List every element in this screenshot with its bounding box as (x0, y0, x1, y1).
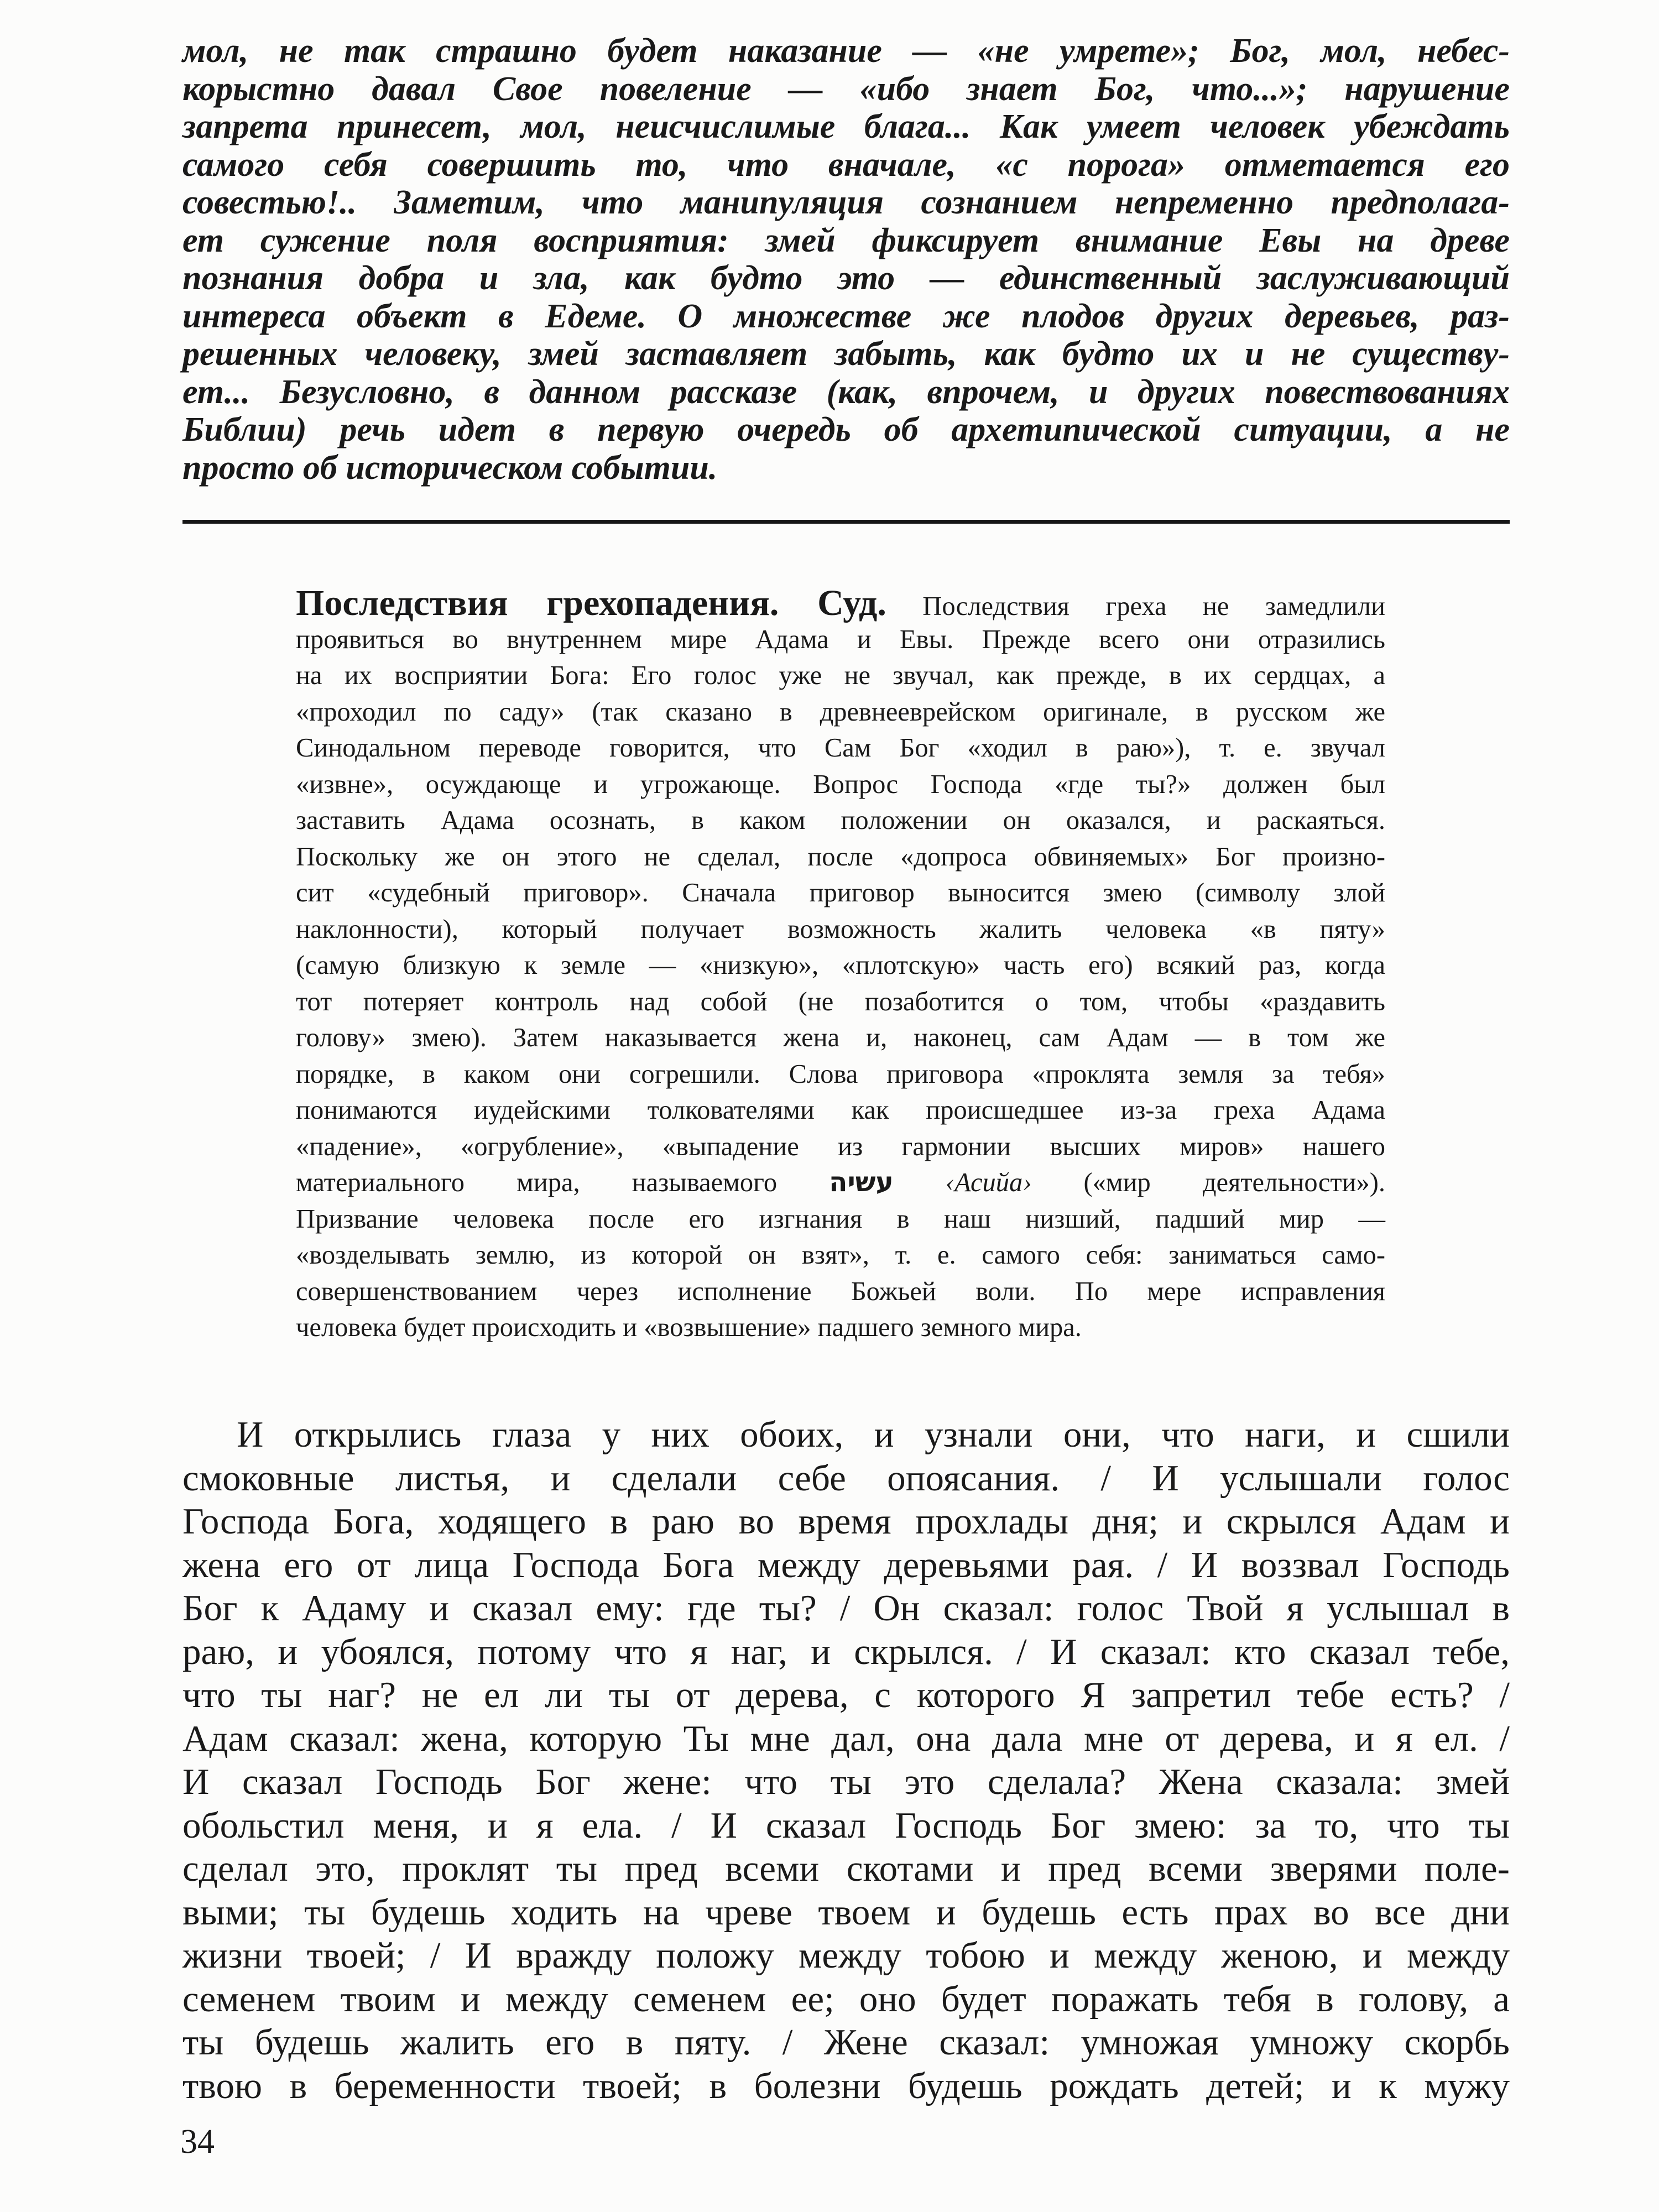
scripture-line: Господа Бога, ходящего в раю во время прохлады дня; и скрылся Адам и (182, 1501, 1510, 1542)
inset-line: проявиться во внутреннем мире Адама и Евы. Прежде всего они отразились (296, 624, 1385, 654)
commentary-line: решенных человеку, змей заставляет забыть, как будто их и не существу- (182, 335, 1510, 373)
scripture-line: ты будешь жалить его в пяту. / Жене сказал: умножая умножу скорбь (182, 2022, 1510, 2063)
commentary-line: корыстно давал Свое повеление — «ибо знает Бог, что...»; нарушение (182, 70, 1510, 108)
scripture-line: жизни твоей; / И вражду положу между тобою и между женою, и между (182, 1935, 1510, 1976)
commentary-line: Библии) речь идет в первую очередь об архетипической ситуации, а не (182, 411, 1510, 448)
commentary-line: просто об историческом событии. (182, 448, 718, 487)
scripture-block (182, 1413, 1510, 2107)
scripture-line: семенем твоим и между семенем ее; оно будет поражать тебя в голову, а (182, 1978, 1510, 2020)
commentary-line: ет сужение поля восприятия: змей фиксирует внимание Евы на древе (182, 221, 1510, 259)
inset-line: голову» змею). Затем наказывается жена и, наконец, сам Адам — в том же (296, 1023, 1385, 1052)
scripture-line: что ты наг? не ел ли ты от дерева, с которого Я запретил тебе есть? / (182, 1674, 1510, 1715)
transliteration: ‹Асийа› (945, 1168, 1032, 1197)
scripture-line: обольстил меня, и я ела. / И сказал Господь Бог змею: за то, что ты (182, 1804, 1510, 1846)
scripture-line: раю, и убоялся, потому что я наг, и скрылся. / И сказал: кто сказал тебе, (182, 1631, 1510, 1672)
inset-line: наклонности), который получает возможность жалить человека «в пяту» (296, 914, 1385, 944)
commentary-line: совестью!.. Заметим, что манипуляция сознанием непременно предполага- (182, 184, 1510, 221)
inset-line: Призвание человека после его изгнания в наш низший, падший мир — (296, 1204, 1385, 1234)
inset-line: «проходил по саду» (так сказано в древнееврейском оригинале, в русском же (296, 697, 1385, 727)
scripture-line: твою в беременности твоей; в болезни будешь рождать детей; и к мужу (182, 2065, 1510, 2106)
inset-text: Последствия греха не замедлили (922, 592, 1385, 621)
hebrew-word: עשיה (829, 1167, 894, 1198)
commentary-line: ет... Безусловно, в данном рассказе (как, впрочем, и других повествованиях (182, 373, 1510, 411)
inset-line: сит «судебный приговор». Сначала приговор выносится змею (символу злой (296, 878, 1385, 907)
inset-line: «извне», осуждающе и угрожающе. Вопрос Господа «где ты?» должен был (296, 769, 1385, 799)
inset-line: заставить Адама осознать, в каком положении он оказался, и раскаяться. (296, 806, 1385, 835)
commentary-inset-block (296, 585, 1385, 1346)
inset-line: понимаются иудейскими толкователями как происшедшее из-за греха Адама (296, 1095, 1385, 1125)
commentary-line: интереса объект в Едеме. О множестве же плодов других деревьев, раз- (182, 297, 1510, 335)
inset-line: порядке, в каком они согрешили. Слова приговора «проклята земля за тебя» (296, 1059, 1385, 1089)
scripture-line: жена его от лица Господа Бога между деревьями рая. / И воззвал Господь (182, 1544, 1510, 1585)
inset-first-line (296, 585, 1385, 622)
inset-text: («мир деятельности»). (1083, 1168, 1386, 1197)
inset-line: (самую близкую к земле — «низкую», «плотскую» часть его) всякий раз, когда (296, 951, 1385, 980)
inset-line: Поскольку же он этого не сделал, после «допроса обвиняемых» Бог произно- (296, 842, 1385, 872)
section-divider-rule (182, 520, 1510, 524)
scripture-line: сделал это, проклят ты пред всеми скотами и пред всеми зверями поле- (182, 1848, 1510, 1889)
commentary-line: познания добра и зла, как будто это — единственный заслуживающий (182, 259, 1510, 297)
scripture-line: Бог к Адаму и сказал ему: где ты? / Он сказал: голос Твой я услышал в (182, 1588, 1510, 1629)
commentary-line: запрета принесет, мол, неисчислимые блага... Как умеет человек убеждать (182, 108, 1510, 145)
inset-line: человека будет происходить и «возвышение» падшего земного мира. (296, 1313, 1082, 1342)
commentary-line: мол, не так страшно будет наказание — «не умрете»; Бог, мол, небес- (182, 32, 1510, 70)
inset-line-hebrew (296, 1165, 1385, 1201)
scripture-line: И открылись глаза у них обоих, и узнали они, что наги, и сшили (237, 1414, 1510, 1455)
scripture-line: выми; ты будешь ходить на чреве твоем и будешь есть прах во все дни (182, 1891, 1510, 1933)
scripture-line: Адам сказал: жена, которую Ты мне дал, она дала мне от дерева, и я ел. / (182, 1718, 1510, 1759)
inset-line: на их восприятии Бога: Его голос уже не звучал, как прежде, в их сердцах, а (296, 661, 1385, 690)
scripture-line: смоковные листья, и сделали себе опоясания. / И услышали голос (182, 1457, 1510, 1499)
inset-line: Синодальном переводе говорится, что Сам Бог «ходил в раю»), т. е. звучал (296, 733, 1385, 763)
inset-line: «возделывать землю, из которой он взят», т. е. самого себя: заниматься само- (296, 1240, 1385, 1270)
inset-line: совершенствованием через исполнение Божьей воли. По мере исправления (296, 1276, 1385, 1306)
commentary-line: самого себя совершить то, что вначале, «с порога» отметается его (182, 145, 1510, 184)
page-number: 34 (180, 2123, 215, 2161)
commentary-italic-block (182, 32, 1510, 487)
section-heading: Последствия грехопадения. Суд. (296, 583, 886, 623)
inset-text: материального мира, называемого (296, 1168, 778, 1197)
inset-line: «падение», «огрубление», «выпадение из гармонии высших миров» нашего (296, 1131, 1385, 1161)
scripture-line: И сказал Господь Бог жене: что ты это сделала? Жена сказала: змей (182, 1761, 1510, 1802)
inset-line: тот потеряет контроль над собой (не позаботится о том, чтобы «раздавить (296, 987, 1385, 1016)
